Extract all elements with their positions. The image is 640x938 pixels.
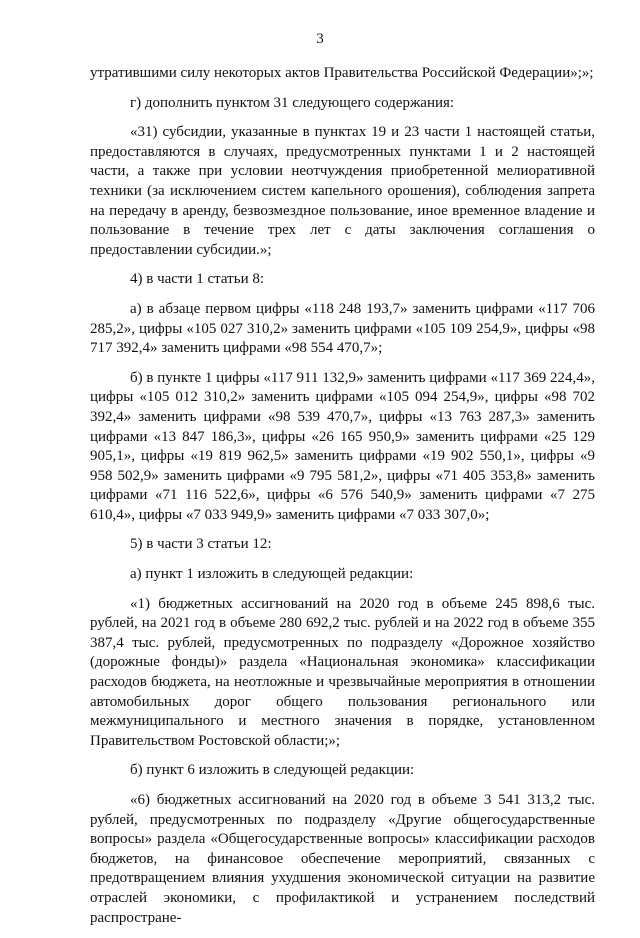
paragraph: а) пункт 1 изложить в следующей редакции: [130, 566, 414, 583]
paragraph: утратившими силу некоторых актов Правительства Российской Федерации»;»; [90, 65, 594, 81]
paragraph: б) пункт 6 изложить в следующей редакции: [130, 762, 415, 779]
paragraph: «6) бюджетных ассигнований на 2020 год в объеме 3 541 313,2 тыс. рублей, предусмотренных по подразделу «Другие общегосударственные вопросы» раздела «Общегосударственные вопросы» классификации расходов бюджетов, на финансовое обеспечение мероприятий, связанных с предотвращением влияния ухудшения экономической ситуации на развитие отраслей экономики, с профилактикой и устранением последствий распростране- [90, 792, 595, 926]
paragraph: а) в абзаце первом цифры «118 248 193,7» заменить цифрами «117 706 285,2», цифры «105 027 310,2» заменить цифрами «105 109 254,9», цифры «98 717 392,4» заменить цифрами «98 554 470,7»; [90, 300, 595, 357]
paragraph: «1) бюджетных ассигнований на 2020 год в объеме 245 898,6 тыс. рублей, на 2021 год в объеме 280 692,2 тыс. рублей и на 2022 год в объеме 355 387,4 тыс. рублей, предусмотренных по подразделу «Дорожное хозяйство (дорожные фонды)» раздела «Национальная экономика» классификации расходов бюджета, на неотложные и чрезвычайные мероприятия в отношении автомобильных дорог общего пользования регионального или межмуниципального и местного значения в порядке, установленном Правительством Ростовской области;»; [90, 595, 595, 749]
page-number: 3 [316, 31, 324, 47]
paragraph: 5) в части 3 статьи 12: [130, 536, 272, 553]
paragraph: г) дополнить пунктом 31 следующего содержания: [130, 94, 455, 111]
document-body [90, 64, 595, 938]
paragraph: б) в пункте 1 цифры «117 911 132,9» заменить цифрами «117 369 224,4», цифры «105 012 310,2» заменить цифрами «105 094 254,9», цифры «98 702 392,4» заменить цифрами «98 539 470,7», цифры «13 763 287,3» заменить цифрами «13 847 186,3», цифры «26 165 950,9» заменить цифрами «25 129 905,1», цифры «19 819 962,5» заменить цифрами «19 902 550,1», цифры «9 958 502,9» заменить цифрами «9 795 581,2», цифры «71 405 353,8» заменить цифрами «71 116 522,6», цифры «6 576 540,9» заменить цифрами «7 275 610,4», цифры «7 033 949,9» заменить цифрами «7 033 307,0»; [90, 369, 595, 523]
paragraph: 4) в части 1 статьи 8: [130, 271, 265, 288]
paragraph: «31) субсидии, указанные в пунктах 19 и 23 части 1 настоящей статьи, предоставляются в случаях, предусмотренных пунктами 1 и 2 настоящей части, а также при условии неотчуждения приобретенной мелиоративной техники (за исключением систем капельного орошения), соблюдения запрета на передачу в аренду, безвозмездное пользование, иное временное владение и пользование в течение трех лет с даты заключения соглашения о предоставлении субсидии.»; [90, 124, 595, 258]
